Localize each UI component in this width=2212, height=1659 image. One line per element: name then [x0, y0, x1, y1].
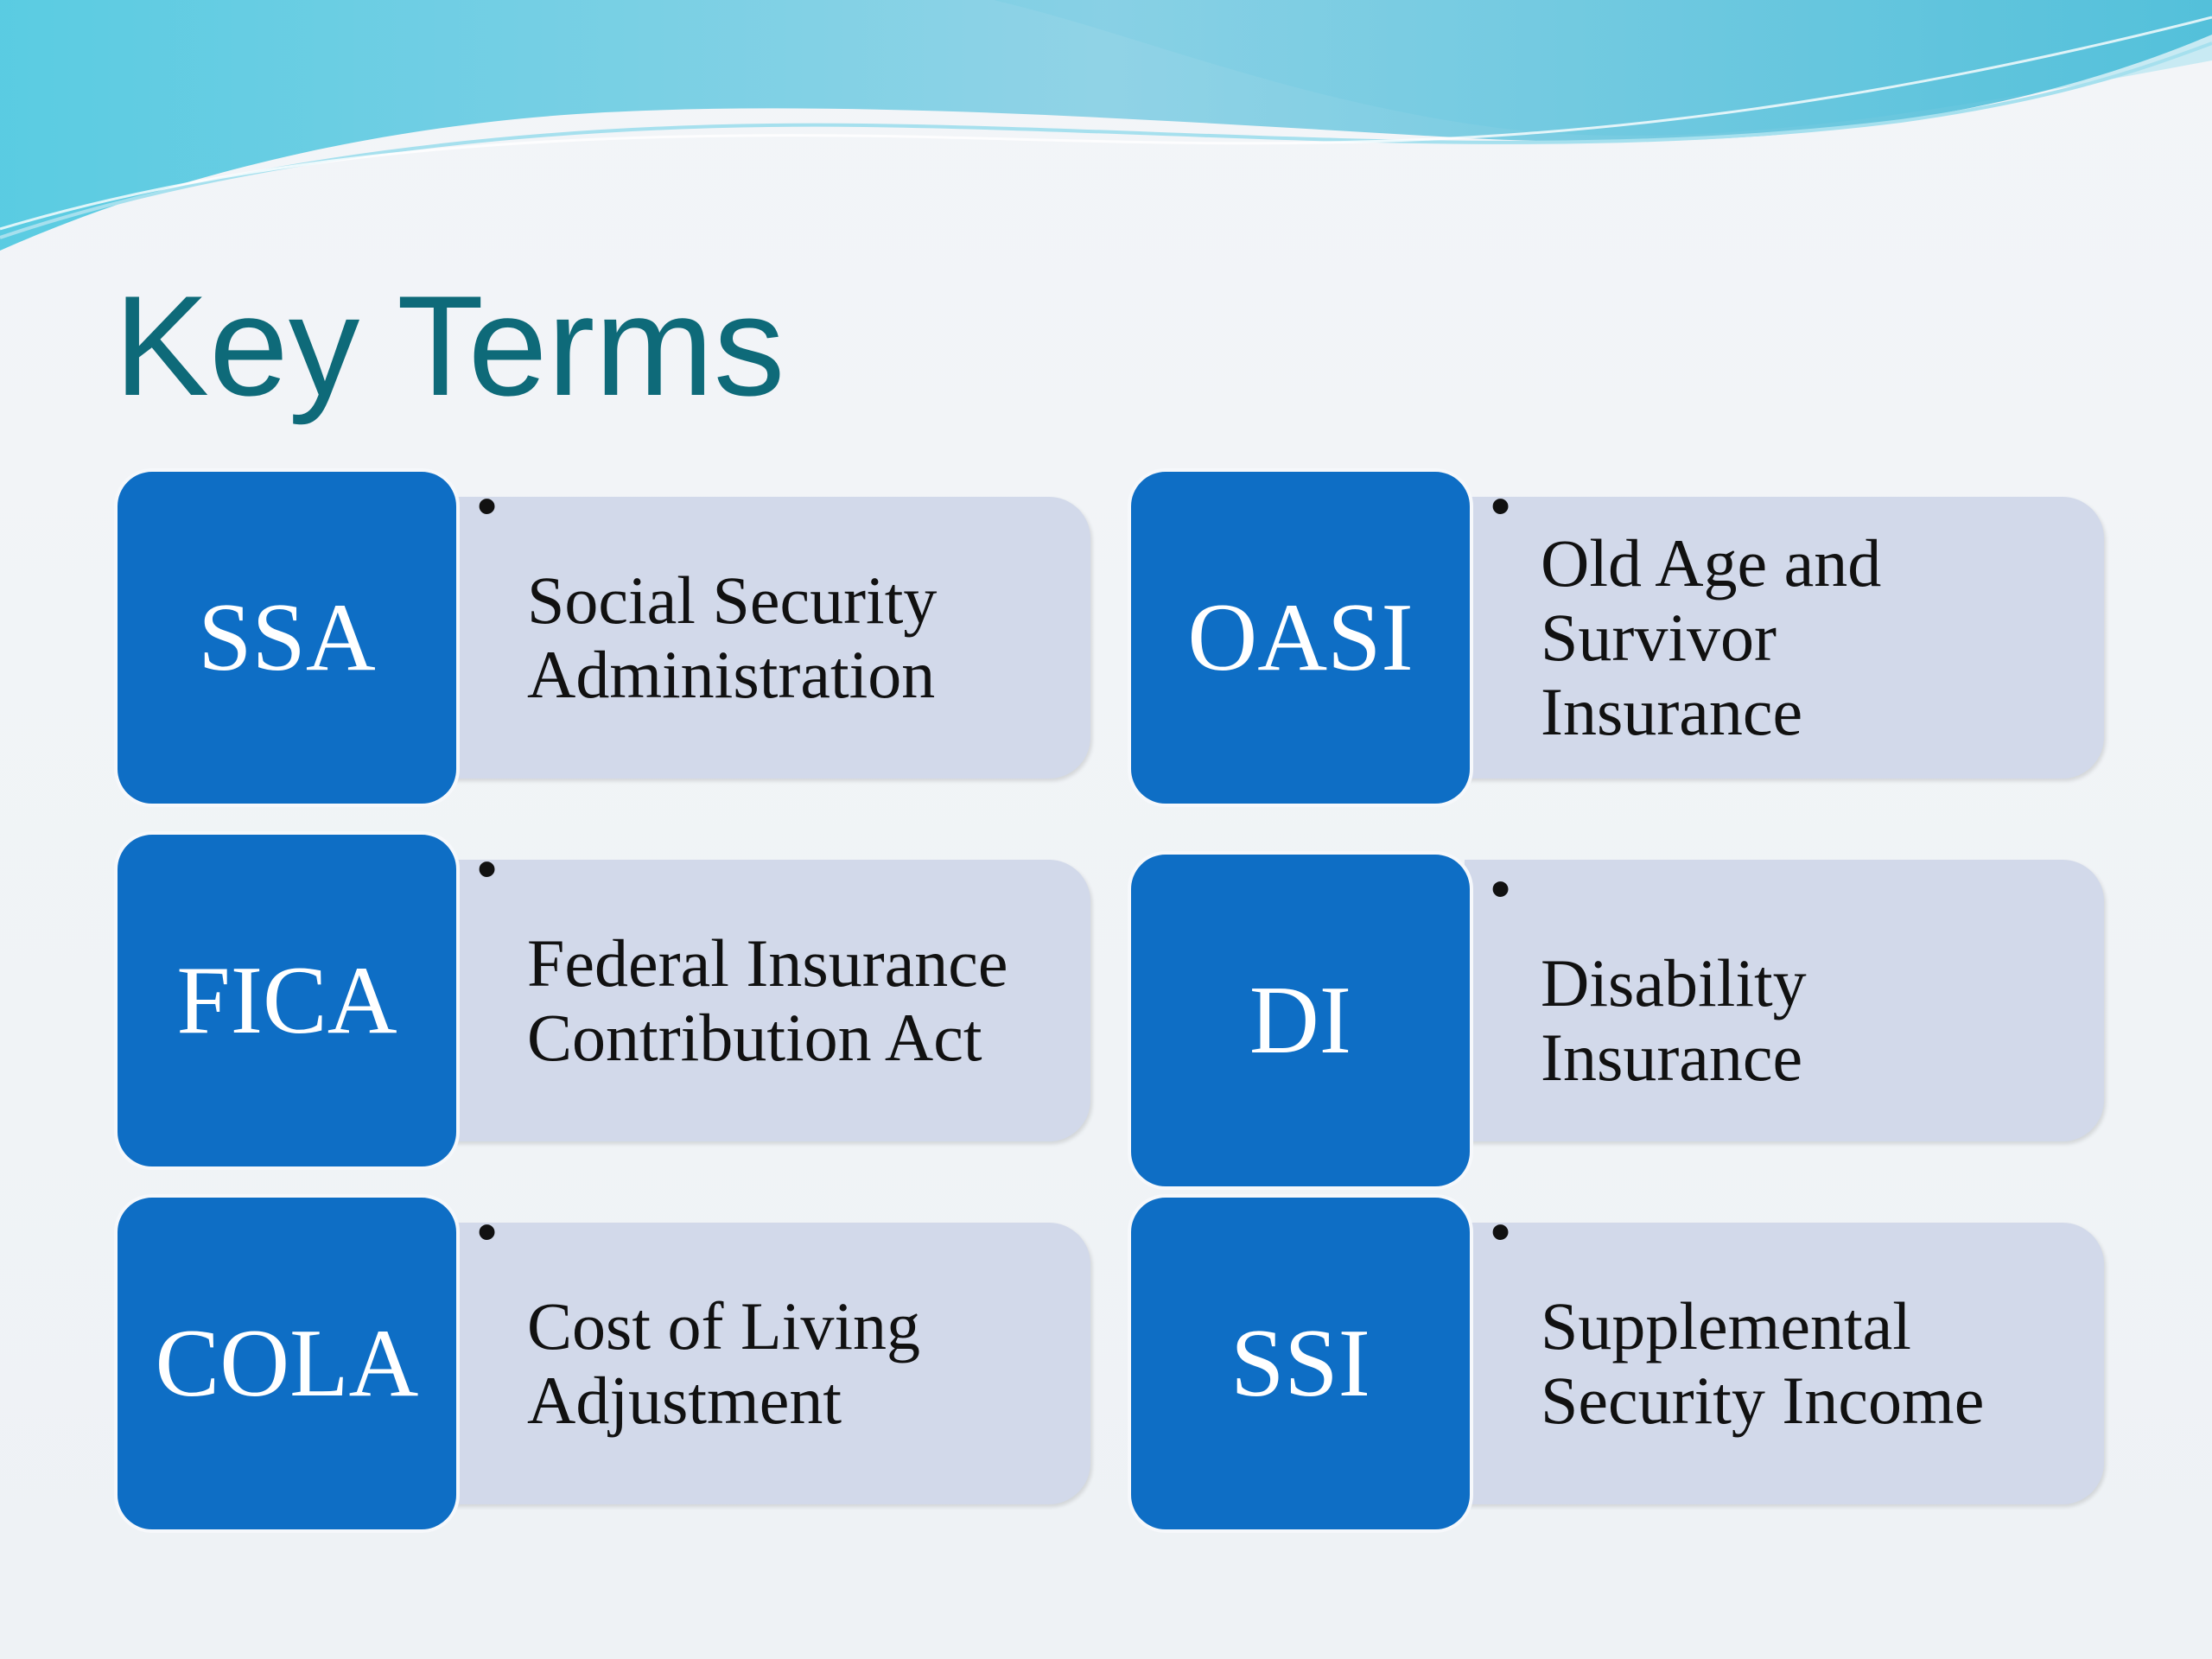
bullet-icon: • — [1491, 474, 1511, 537]
description-line: Old Age and — [1541, 525, 1882, 601]
abbreviation-box: FICA — [114, 831, 460, 1170]
description — [1491, 851, 2104, 1190]
description-line: Security Income — [1541, 1363, 1985, 1438]
description-text — [527, 926, 1008, 1075]
term-ssa — [114, 468, 1090, 807]
description-text — [527, 1289, 920, 1438]
description-line: Contribution Act — [527, 1000, 982, 1075]
description-text — [527, 563, 937, 712]
description-line: Cost of Living — [527, 1288, 921, 1363]
description-line: Administration — [527, 637, 936, 712]
header-wave-decoration — [0, 0, 2212, 259]
term-ssi — [1128, 1194, 2104, 1533]
description-line: Disability — [1541, 945, 1807, 1020]
description-text — [1541, 1289, 1984, 1438]
bullet-icon: • — [477, 474, 498, 537]
abbreviation-box: SSA — [114, 468, 460, 807]
bullet-icon: • — [477, 836, 498, 900]
abbreviation-box: COLA — [114, 1194, 460, 1533]
abbreviation-box: DI — [1128, 851, 1473, 1190]
description-line: Survivor — [1541, 600, 1777, 675]
description — [1491, 1194, 2104, 1533]
bullet-icon: • — [1491, 1199, 1511, 1263]
bullet-icon: • — [1491, 856, 1511, 920]
description — [477, 831, 1090, 1170]
slide-title: Key Terms — [114, 266, 785, 425]
description-text — [1541, 526, 1881, 749]
description-line: Adjustment — [527, 1363, 842, 1438]
description-line: Social Security — [527, 563, 938, 638]
description-line: Supplemental — [1541, 1288, 1911, 1363]
bullet-icon: • — [477, 1199, 498, 1263]
description-line: Insurance — [1541, 674, 1803, 749]
term-oasi — [1128, 468, 2104, 807]
description — [477, 1194, 1090, 1533]
term-fica — [114, 831, 1090, 1170]
term-di — [1128, 851, 2104, 1190]
term-cola — [114, 1194, 1090, 1533]
description-line: Insurance — [1541, 1020, 1803, 1095]
abbreviation-box: SSI — [1128, 1194, 1473, 1533]
description — [1491, 468, 2104, 807]
description-line: Federal Insurance — [527, 925, 1008, 1001]
description — [477, 468, 1090, 807]
abbreviation-box: OASI — [1128, 468, 1473, 807]
description-text — [1541, 946, 1807, 1095]
